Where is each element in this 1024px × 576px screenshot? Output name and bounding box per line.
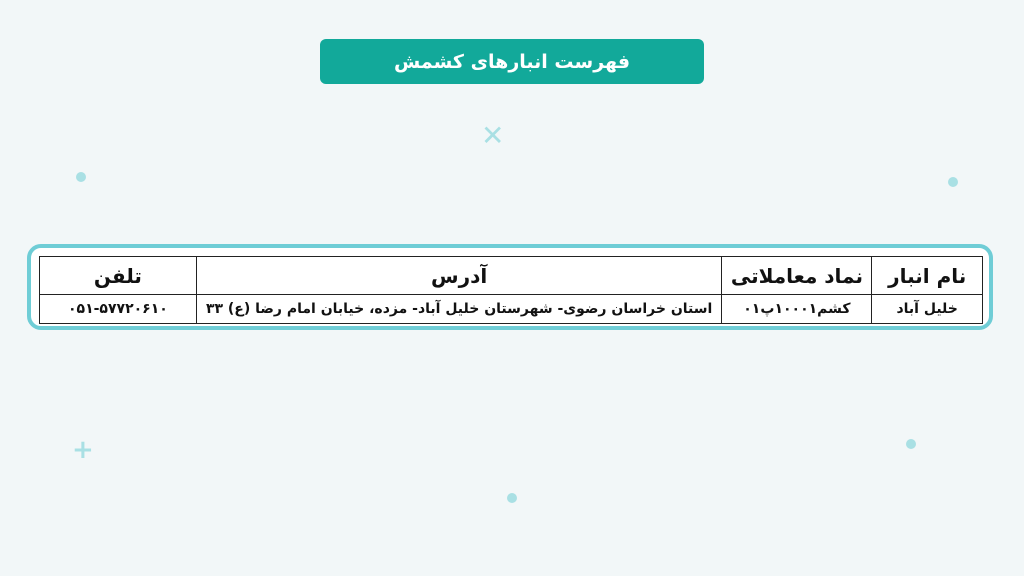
warehouse-table (39, 256, 983, 324)
plus-decoration-icon: + (72, 435, 94, 465)
cell-warehouse-name: خلیل آباد (872, 295, 983, 324)
table-header-row (40, 257, 983, 295)
cell-address: استان خراسان رضوی- شهرستان خلیل آباد- مزده، خیابان امام رضا (ع) ۳۳ (196, 295, 722, 324)
dot-decoration (507, 493, 517, 503)
page-title: فهرست انبارهای کشمش (394, 50, 631, 73)
cell-phone: ۰۵۱-۵۷۷۲۰۶۱۰ (40, 295, 197, 324)
warehouse-table-frame (27, 244, 993, 330)
header-phone: تلفن (40, 257, 197, 295)
x-decoration-icon: ✕ (481, 119, 505, 152)
dot-decoration (76, 172, 86, 182)
header-trading-symbol: نماد معاملاتی (722, 257, 872, 295)
header-warehouse-name: نام انبار (872, 257, 983, 295)
dot-decoration (948, 177, 958, 187)
header-address: آدرس (196, 257, 722, 295)
dot-decoration (906, 439, 916, 449)
cell-trading-symbol: کشم۱۰۰۰۱پ۰۱ (722, 295, 872, 324)
table-row (40, 295, 983, 324)
page-title-banner (320, 39, 704, 84)
